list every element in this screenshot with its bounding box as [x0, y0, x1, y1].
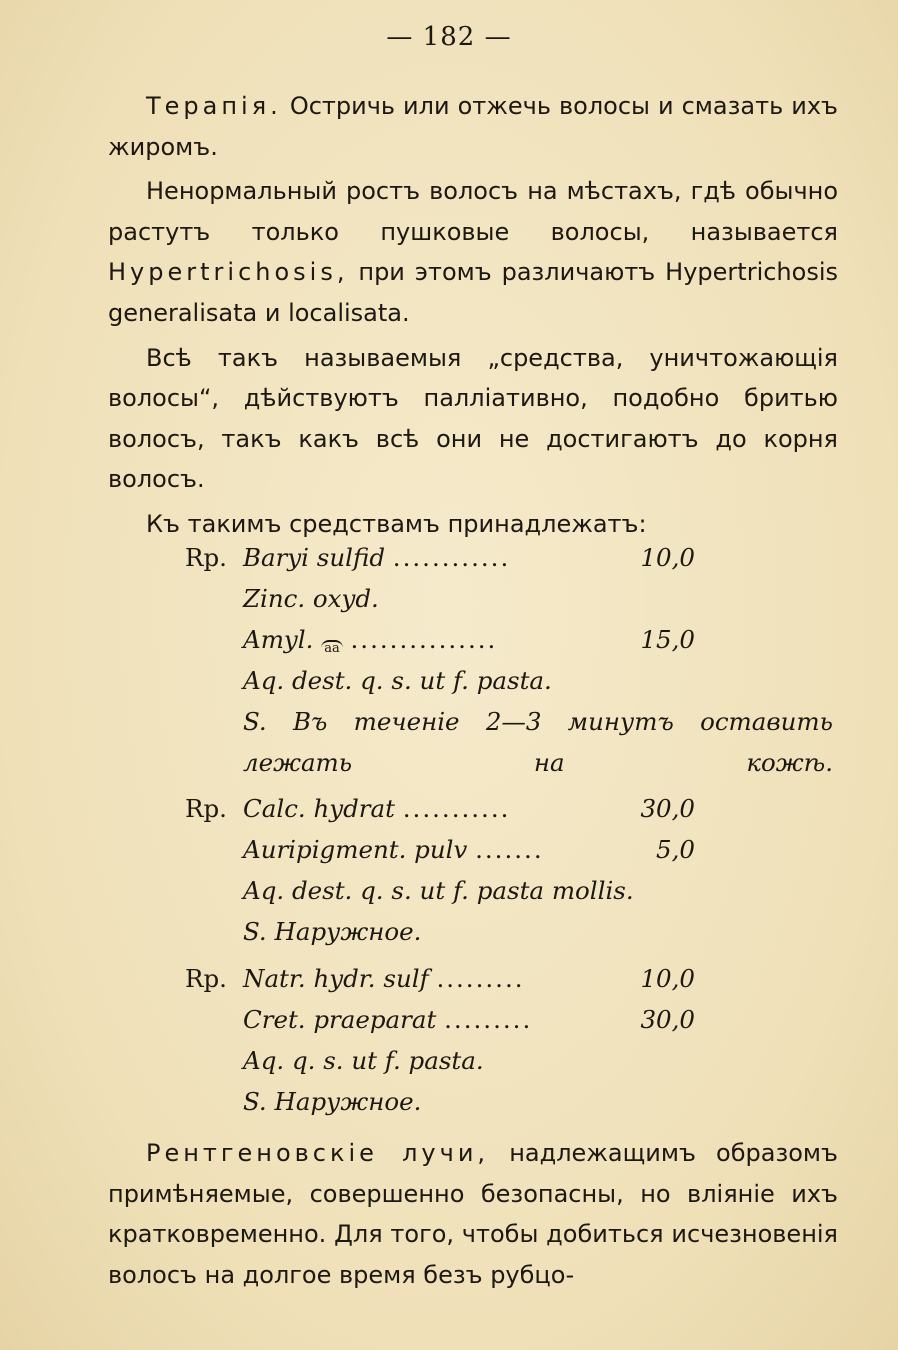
recipe-1: [185, 537, 845, 783]
remedies-paragraph: Всѣ такъ называемыя „средства, уничтожающія волосы“, дѣйствуютъ паллiативно, подобно бритью волосъ, такъ какъ всѣ они не достигаютъ до корня волосъ.: [108, 343, 838, 494]
ingredient: Amyl. aa ...............: [243, 625, 498, 656]
p2-term: Hypertrichosis,: [108, 258, 349, 287]
hypertrichosis-paragraph: [108, 171, 838, 333]
xray-term: Рентгеновскіе лучи,: [146, 1139, 490, 1167]
intro-text: [108, 86, 838, 549]
recipe-line: [185, 578, 845, 619]
amount: 30,0: [640, 794, 695, 823]
therapy-paragraph: [108, 86, 838, 167]
page-number: — 182 —: [386, 22, 512, 52]
signa-text: S. Въ теченіе 2—3 минутъ оставить лежать на кожѣ.: [243, 707, 833, 777]
rp-label: Rp.: [185, 543, 227, 572]
recipe-line: [185, 788, 845, 829]
amount: 30,0: [640, 1005, 695, 1034]
recipe-line: [185, 1040, 845, 1081]
signa: [185, 911, 845, 952]
ingredient: Zinc. oxyd.: [243, 584, 379, 613]
closing-paragraph: [108, 1133, 838, 1295]
ingredient: Cret. praeparat .........: [243, 1005, 533, 1034]
recipe-2: [185, 788, 845, 952]
remedies-intro: Къ такимъ средствамъ принадлежатъ:: [146, 509, 647, 538]
therapy-title: Терапія.: [146, 92, 282, 120]
amount: 10,0: [640, 964, 695, 993]
signa-text: S. Наружное.: [243, 917, 422, 946]
recipe-line: [185, 958, 845, 999]
recipe-3: [185, 958, 845, 1122]
ingredient: Aq. dest. q. s. ut f. pasta mollis.: [243, 876, 634, 905]
ingredient: Natr. hydr. sulf .........: [243, 964, 525, 993]
ingredient: Aq. q. s. ut f. pasta.: [243, 1046, 484, 1075]
recipe-line: [185, 999, 845, 1040]
ingredient: Aq. dest. q. s. ut f. pasta.: [243, 666, 552, 695]
ingredient: Baryi sulfid ............: [243, 543, 511, 572]
p2-suffix: при этомъ различаютъ Hypertrichosis generalisata и localisata.: [108, 258, 838, 327]
p2-prefix: Ненормальный ростъ волосъ на мѣстахъ, гдѣ обычно растутъ только пушковые волосы, называется: [108, 177, 838, 246]
signa: [185, 1081, 845, 1122]
recipe-line: [185, 829, 845, 870]
amount: 15,0: [640, 625, 695, 654]
xray-text: надлежащимъ образомъ примѣняемые, совершенно безопасны, но вліяніе ихъ кратковременно. Для того, чтобы добиться исчезновенія волосъ на долгое время безъ рубцо-: [108, 1139, 838, 1289]
ingredient: Auripigment. pulv .......: [243, 835, 544, 864]
ingredient: Calc. hydrat ...........: [243, 794, 511, 823]
recipe-line: [185, 660, 845, 701]
amount: 5,0: [656, 835, 695, 864]
therapy-text: Остричь или отжечь волосы и смазать ихъ жиромъ.: [108, 92, 838, 161]
recipe-line: [185, 619, 845, 660]
signa-text: S. Наружное.: [243, 1087, 422, 1116]
recipe-line: [185, 537, 845, 578]
amount: 10,0: [640, 543, 695, 572]
recipe-line: [185, 870, 845, 911]
xray-paragraph: [108, 1133, 838, 1295]
ana-mark: aa: [321, 640, 343, 656]
rp-label: Rp.: [185, 794, 227, 823]
signa: [185, 701, 845, 783]
rp-label: Rp.: [185, 964, 227, 993]
